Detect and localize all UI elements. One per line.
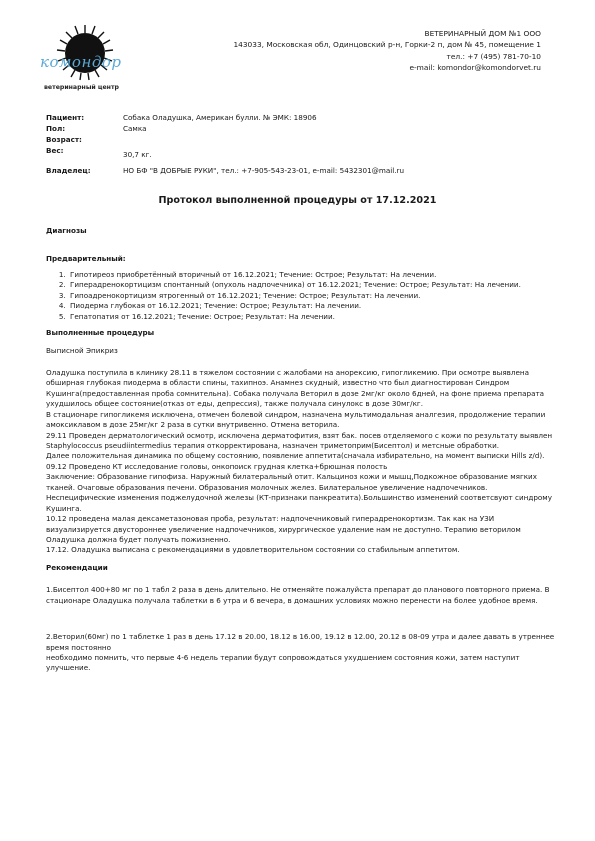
document-body: [46, 226, 556, 674]
recommendation-item: 1.Бисептол 400+80 мг по 1 табл 2 раза в день длительно. Не отменяйте пожалуйста препарат до планового повторного приема. В стационаре Оладушка получала таблетки в 6 утра и 6 вечера, в домашних условиях можно перенести на более удобное время.: [46, 585, 550, 605]
procedures-subheading: Выписной Эпикриз: [46, 345, 118, 355]
diagnosis-item: 5. Гепатопатия от 16.12.2021; Течение: Острое; Результат: На лечении.: [68, 312, 556, 322]
owner-label: Владелец:: [46, 166, 91, 175]
epicrisis-paragraph: Заключение: Образование гипофиза. Наружный билатеральный отит. Кальциноз кожи и мышц,Подкожное образование мягких тканей. Очаговые образования печени. Образования молочных желез. Билатеральное увеличение надпочечников. Неспецифические изменения поджелудочной железы (КТ-признаки панкреатита).Большинство изменений соответсвуют синдрому Кушинга.: [46, 472, 552, 513]
clinic-address: 143033, Московская обл, Одинцовский р-н, Горки-2 п, дом № 45, помещение 1: [233, 40, 541, 50]
procedures-heading: Выполненные процедуры: [46, 328, 155, 338]
clinic-email: e-mail: komondor@komondorvet.ru: [409, 63, 541, 73]
diagnosis-list: [46, 270, 556, 322]
diagnosis-item: 1. Гипотиреоз приобретённый вторичный от 16.12.2021; Течение: Острое; Результат: На лечении.: [68, 270, 556, 280]
weight-value: 30,7 кг.: [123, 150, 152, 159]
sex-label: Пол:: [46, 124, 66, 133]
clinic-name: ВЕТЕРИНАРНЫЙ ДОМ №1 ООО: [424, 29, 541, 38]
owner-row: [46, 166, 556, 177]
epicrisis-paragraph: 17.12. Оладушка выписана с рекомендациями в удовлетворительном состоянии со стабильным аппетитом.: [46, 545, 460, 555]
diagnosis-item: 4. Пиодерма глубокая от 16.12.2021; Течение: Острое; Результат: На лечении.: [68, 301, 556, 311]
recommendations-heading: Рекомендации: [46, 562, 108, 572]
age-row: [46, 135, 556, 146]
diagnosis-item: 2. Гиперадренокортицизм спонтанный (опухоль надпочечника) от 16.12.2021; Течение: Острое; Результат: На лечении.: [68, 280, 556, 290]
sex-row: [46, 124, 556, 135]
diagnosis-item: 3. Гипоадренокортицизм ятрогенный от 16.12.2021; Течение: Острое; Результат: На лечении.: [68, 291, 556, 301]
recommendation-note: необходимо помнить, что первые 4-6 недель терапии будут сопровождаться ухудшением состояния кожи, затем наступит улучшение.: [46, 653, 520, 673]
preliminary-heading: Предварительный:: [46, 254, 126, 264]
epicrisis-paragraph: 10.12 проведена малая дексаметазоновая проба, результат: надпочечниковый гиперадренокортизм. Так как на УЗИ визуализируется двустороннее увеличение надпочечников, хирургическое удаление нам не доступно. Терапию веторилом Оладушка должна будет получать пожизненно.: [46, 514, 521, 544]
owner-value: НО БФ "В ДОБРЫЕ РУКИ", тел.: +7-905-543-23-01, e-mail: 5432301@mail.ru: [123, 166, 405, 175]
patient-label: Пациент:: [46, 113, 85, 122]
document-title: Протокол выполненной процедуры от 17.12.2021: [158, 195, 437, 206]
clinic-contacts: [181, 28, 541, 74]
epicrisis-paragraph: Далее положительная динамика по общему состоянию, появление аппетита(сначала избирательно, на момент выписки Hills z/d).: [46, 451, 545, 461]
epicrisis-paragraph: Оладушка поступила в клинику 28.11 в тяжелом состоянии с жалобами на анорексию, гипогликемию. При осмотре выявлена обширная глубокая пиодерма в области спины, тахипноэ. Анамнез скудный, известно что был диагностирован Синдром Кушинга(предоставленная проба сомнительна). Собака получала Веторил в дозе 2мг/кг около 6дней, на фоне приема препарата ухудшилось общее состояние(отказ от еды, депрессия), также получала синулокс в дозе 30мг/кг.: [46, 367, 545, 409]
patient-row: [46, 113, 556, 124]
clinic-logo: [30, 22, 135, 97]
patient-info: [46, 113, 556, 177]
recommendation-item: 2.Веторил(60мг) по 1 таблетке 1 раз в день 17.12 в 20.00, 18.12 в 16.00, 19.12 в 12.00, 20.12 в 08-09 утра и далее давать в утреннее время постоянно: [46, 632, 555, 652]
epicrisis-paragraph: 09.12 Проведено КТ исследование головы, онкопоиск грудная клетка+брюшная полость: [46, 461, 388, 471]
logo-subtitle: ветеринарный центр: [44, 84, 119, 91]
epicrisis-text: [46, 368, 556, 556]
epicrisis-paragraph: 29.11 Проведен дерматологический осмотр, исключена дерматофития, взят бак. посев отделяемого с кожи по результату выявлен Staphylococcus pseudiintermedius терапия откорректирована, назначен триметоприм(Бисептол) и метсные обработки.: [46, 430, 553, 450]
epicrisis-paragraph: В стационаре гипогликемя исключена, отмечен болевой синдром, назначена мультимодальная аналгезия, продолжение терапии амоксиклавом в дозе 25мг/кг 2 раза в сутки внутривенно. Отмена веторила.: [46, 409, 546, 430]
sex-value: Самка: [123, 124, 147, 133]
weight-row: [46, 146, 556, 166]
diagnoses-heading: Диагнозы: [46, 226, 87, 235]
logo-wordmark: комондор: [40, 53, 122, 71]
patient-value: Собака Оладушка, Американ булли. № ЭМК: 18906: [123, 113, 317, 122]
clinic-phone: тел.: +7 (495) 781-70-10: [446, 51, 541, 61]
weight-label: Вес:: [46, 146, 64, 155]
age-label: Возраст:: [46, 135, 82, 144]
